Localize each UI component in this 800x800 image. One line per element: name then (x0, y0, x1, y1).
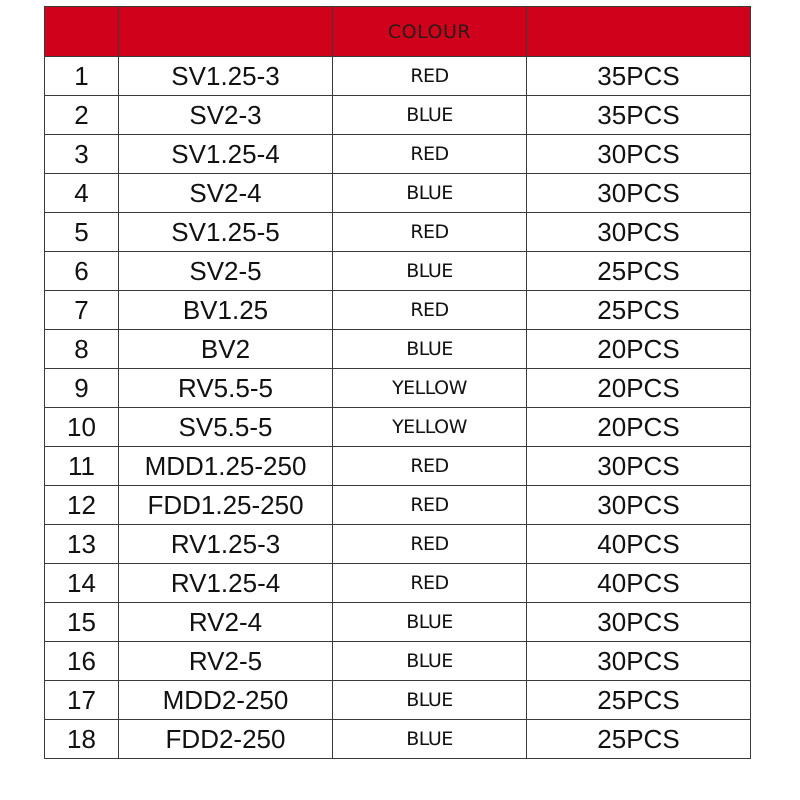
quantity-cell: 35PCS (527, 96, 751, 135)
header-quantity (527, 7, 751, 57)
model-cell: BV2 (119, 330, 333, 369)
table-row (45, 564, 751, 603)
colour-cell: BLUE (333, 174, 527, 213)
model-cell: RV2-5 (119, 642, 333, 681)
colour-cell: RED (333, 57, 527, 96)
table-row (45, 642, 751, 681)
colour-cell: RED (333, 213, 527, 252)
table-row (45, 525, 751, 564)
colour-cell: BLUE (333, 330, 527, 369)
model-cell: RV1.25-3 (119, 525, 333, 564)
row-number: 3 (45, 135, 119, 174)
quantity-cell: 30PCS (527, 447, 751, 486)
model-cell: SV1.25-5 (119, 213, 333, 252)
colour-cell: BLUE (333, 642, 527, 681)
quantity-cell: 20PCS (527, 408, 751, 447)
terminal-spec-table (44, 6, 751, 759)
table-row (45, 291, 751, 330)
table-row (45, 408, 751, 447)
table-row (45, 135, 751, 174)
quantity-cell: 30PCS (527, 135, 751, 174)
row-number: 17 (45, 681, 119, 720)
row-number: 16 (45, 642, 119, 681)
colour-cell: BLUE (333, 603, 527, 642)
quantity-cell: 30PCS (527, 642, 751, 681)
row-number: 12 (45, 486, 119, 525)
row-number: 7 (45, 291, 119, 330)
quantity-cell: 25PCS (527, 681, 751, 720)
table-row (45, 213, 751, 252)
colour-cell: RED (333, 291, 527, 330)
model-cell: SV2-5 (119, 252, 333, 291)
model-cell: FDD1.25-250 (119, 486, 333, 525)
colour-cell: BLUE (333, 720, 527, 759)
model-cell: MDD2-250 (119, 681, 333, 720)
model-cell: SV5.5-5 (119, 408, 333, 447)
table-row (45, 252, 751, 291)
quantity-cell: 35PCS (527, 57, 751, 96)
table-row (45, 57, 751, 96)
table-row (45, 174, 751, 213)
row-number: 6 (45, 252, 119, 291)
header-no (45, 7, 119, 57)
colour-cell: RED (333, 525, 527, 564)
model-cell: BV1.25 (119, 291, 333, 330)
table-row (45, 369, 751, 408)
colour-cell: BLUE (333, 681, 527, 720)
model-cell: FDD2-250 (119, 720, 333, 759)
quantity-cell: 30PCS (527, 486, 751, 525)
table-row (45, 720, 751, 759)
row-number: 11 (45, 447, 119, 486)
colour-cell: RED (333, 564, 527, 603)
quantity-cell: 25PCS (527, 291, 751, 330)
table-body (45, 57, 751, 759)
quantity-cell: 40PCS (527, 564, 751, 603)
quantity-cell: 20PCS (527, 330, 751, 369)
quantity-cell: 25PCS (527, 252, 751, 291)
row-number: 15 (45, 603, 119, 642)
model-cell: RV2-4 (119, 603, 333, 642)
quantity-cell: 25PCS (527, 720, 751, 759)
row-number: 9 (45, 369, 119, 408)
quantity-cell: 30PCS (527, 213, 751, 252)
colour-cell: RED (333, 486, 527, 525)
row-number: 10 (45, 408, 119, 447)
header-colour: COLOUR (333, 7, 527, 57)
table-row (45, 486, 751, 525)
row-number: 4 (45, 174, 119, 213)
model-cell: SV2-4 (119, 174, 333, 213)
model-cell: RV1.25-4 (119, 564, 333, 603)
row-number: 14 (45, 564, 119, 603)
row-number: 1 (45, 57, 119, 96)
colour-cell: BLUE (333, 252, 527, 291)
model-cell: RV5.5-5 (119, 369, 333, 408)
model-cell: MDD1.25-250 (119, 447, 333, 486)
header-model (119, 7, 333, 57)
model-cell: SV1.25-4 (119, 135, 333, 174)
row-number: 18 (45, 720, 119, 759)
quantity-cell: 40PCS (527, 525, 751, 564)
table-header-row (45, 7, 751, 57)
row-number: 13 (45, 525, 119, 564)
table-row (45, 681, 751, 720)
row-number: 2 (45, 96, 119, 135)
row-number: 5 (45, 213, 119, 252)
colour-cell: BLUE (333, 96, 527, 135)
quantity-cell: 30PCS (527, 174, 751, 213)
table-row (45, 603, 751, 642)
model-cell: SV1.25-3 (119, 57, 333, 96)
colour-cell: YELLOW (333, 369, 527, 408)
table-row (45, 330, 751, 369)
quantity-cell: 20PCS (527, 369, 751, 408)
colour-cell: YELLOW (333, 408, 527, 447)
model-cell: SV2-3 (119, 96, 333, 135)
quantity-cell: 30PCS (527, 603, 751, 642)
colour-cell: RED (333, 447, 527, 486)
colour-cell: RED (333, 135, 527, 174)
row-number: 8 (45, 330, 119, 369)
table-row (45, 96, 751, 135)
table-row (45, 447, 751, 486)
